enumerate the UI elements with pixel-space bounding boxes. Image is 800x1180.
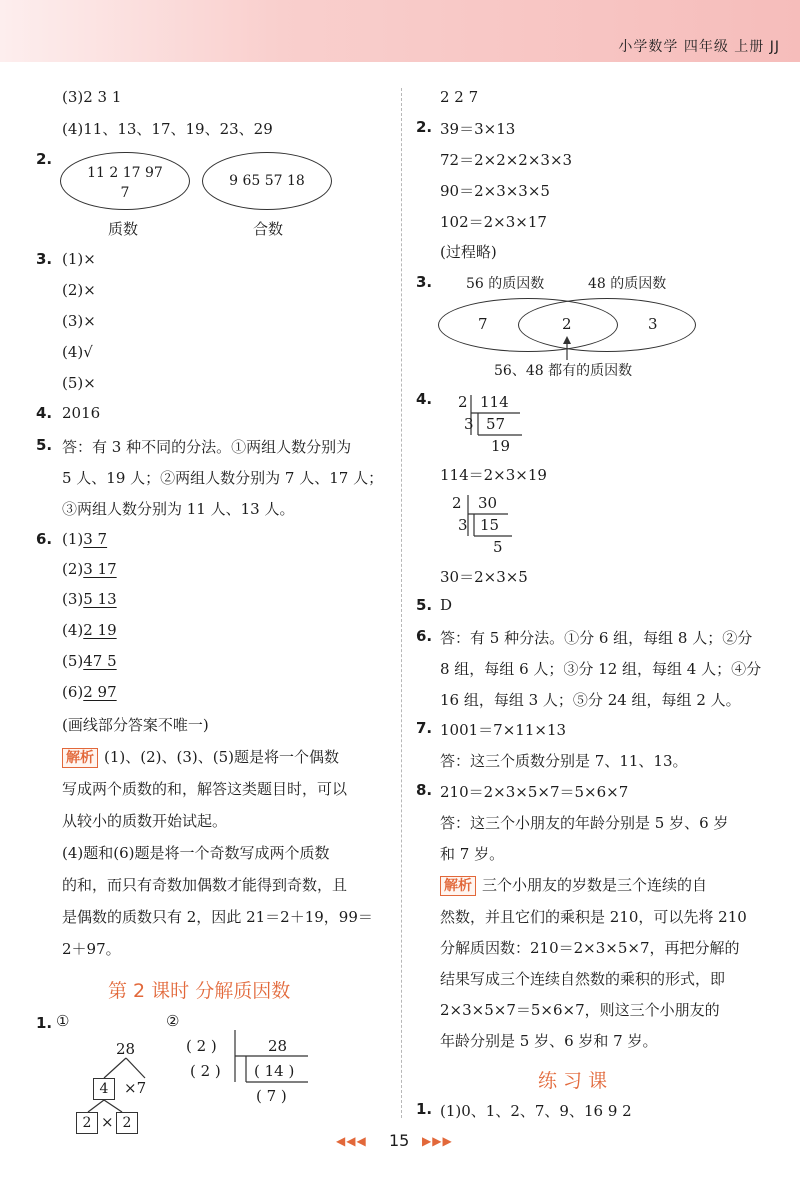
analysis-line: 写成两个质数的和，解答这类题目时，可以 <box>62 780 348 798</box>
section-title: 第 2 课时 分解质因数 <box>108 980 291 1002</box>
answer-line: (3)× <box>62 312 96 330</box>
answer-line: 答：这三个质数分别是 7、11、13。 <box>440 752 688 770</box>
answer-line: 1001＝7×11×13 <box>440 721 567 739</box>
analysis-line: 的和，而只有奇数加偶数才能得到奇数，且 <box>62 876 348 894</box>
dividend: 28 <box>268 1037 288 1055</box>
analysis-line <box>440 874 707 896</box>
question-number: 3. <box>36 250 53 268</box>
analysis-line: (4)题和(6)题是将一个奇数写成两个质数 <box>62 844 330 862</box>
dividend: 15 <box>480 516 500 534</box>
question-number: 5. <box>416 596 433 614</box>
right-arrows-icon: ▶▶▶ <box>422 1134 453 1148</box>
analysis-text: 三个小朋友的岁数是三个连续的自 <box>482 876 708 894</box>
answer-line: 5 人、19 人；②两组人数分别为 7 人、17 人； <box>62 469 384 487</box>
answer-line: 102＝2×3×17 <box>440 213 547 231</box>
analysis-line: 2×3×5×7＝5×6×7，则这三个小朋友的 <box>440 1001 720 1019</box>
tree-root: 28 <box>116 1040 136 1058</box>
answer-line: 39＝3×13 <box>440 120 516 138</box>
page-header <box>0 0 800 62</box>
underlined-answer: 5 13 <box>83 590 117 608</box>
analysis-line: 2＋97。 <box>62 940 121 958</box>
divisor: ( 2 ) <box>190 1062 221 1080</box>
question-number: 4. <box>416 390 433 408</box>
underlined-answer: 47 5 <box>83 652 117 670</box>
dividend: 57 <box>486 415 506 433</box>
analysis-text: (1)、(2)、(3)、(5)题是将一个偶数 <box>104 748 339 766</box>
divisor: 3 <box>464 415 474 433</box>
venn-right-only: 3 <box>648 315 658 333</box>
analysis-line: 是偶数的质数只有 2，因此 21＝2＋19，99＝ <box>62 908 373 926</box>
item-prefix: (6) <box>62 683 84 701</box>
question-number: 4. <box>36 404 53 422</box>
note: (画线部分答案不唯一) <box>62 716 209 734</box>
answer-line <box>62 560 117 578</box>
answer-line: 答：这三个小朋友的年龄分别是 5 岁、6 岁 <box>440 814 729 832</box>
answer-line: (过程略) <box>440 243 497 261</box>
analysis-tag: 解析 <box>62 748 98 768</box>
answer-line: 2 2 7 <box>440 88 479 106</box>
composite-set-label: 合数 <box>253 220 284 238</box>
composite-set-line1: 9 65 57 18 <box>229 173 305 189</box>
answer-line: 72＝2×2×2×3×3 <box>440 151 573 169</box>
question-number: 1. <box>416 1100 433 1118</box>
venn-left-label: 56 的质因数 <box>466 276 545 292</box>
question-number: 6. <box>416 627 433 645</box>
answer-line: 答：有 5 种分法。①分 6 组，每组 8 人；②分 <box>440 629 753 647</box>
prime-set-label: 质数 <box>108 220 139 238</box>
answer-line: (5)× <box>62 374 96 392</box>
venn-left-only: 7 <box>478 315 488 333</box>
prime-set-line1: 11 2 17 97 <box>87 165 163 181</box>
column-divider <box>401 88 402 1118</box>
venn-right-label: 48 的质因数 <box>588 276 667 292</box>
quotient: ( 7 ) <box>256 1087 287 1105</box>
answer-line: 210＝2×3×5×7＝5×6×7 <box>440 783 629 801</box>
part-mark: ① <box>56 1012 70 1030</box>
answer-line: (1)× <box>62 250 96 268</box>
answer-line: 30＝2×3×5 <box>440 568 528 586</box>
question-number: 2. <box>416 118 433 136</box>
question-number: 1. <box>36 1014 53 1032</box>
book-title: 小学数学 四年级 上册 JJ <box>618 39 780 55</box>
analysis-line <box>62 746 339 768</box>
divisor: 3 <box>458 516 468 534</box>
question-number: 2. <box>36 150 53 168</box>
tree-box: 2 <box>76 1112 98 1134</box>
quotient: 19 <box>491 437 511 455</box>
answer-line <box>62 652 117 670</box>
answer-line <box>62 683 117 701</box>
page-number: 15 <box>389 1131 410 1150</box>
item-prefix: (3) <box>62 590 84 608</box>
answer-line: D <box>440 596 453 614</box>
divisor: ( 2 ) <box>186 1037 217 1055</box>
item-prefix: (1) <box>62 530 84 548</box>
answer-line <box>62 530 107 548</box>
question-number: 5. <box>36 436 53 454</box>
answer-line <box>62 621 117 639</box>
answer-line: (1)0、1、2、7、9、16 9 2 <box>440 1102 632 1120</box>
question-number: 7. <box>416 719 433 737</box>
practice-title: 练 习 课 <box>538 1070 608 1092</box>
dividend: ( 14 ) <box>254 1062 295 1080</box>
divisor: 2 <box>458 393 468 411</box>
answer-line: 答：有 3 种不同的分法。①两组人数分别为 <box>62 438 352 456</box>
quotient: 5 <box>493 538 503 556</box>
answer-line <box>62 590 117 608</box>
answer-line: 90＝2×3×3×5 <box>440 182 550 200</box>
analysis-line: 分解质因数：210＝2×3×5×7，再把分解的 <box>440 939 740 957</box>
answer-line: ③两组人数分别为 11 人、13 人。 <box>62 500 295 518</box>
item-prefix: (4) <box>62 621 84 639</box>
answer-line: (4)11、13、17、19、23、29 <box>62 120 273 138</box>
left-arrows-icon: ◀◀◀ <box>336 1134 367 1148</box>
venn-bottom-label: 56、48 都有的质因数 <box>494 363 633 379</box>
item-prefix: (5) <box>62 652 84 670</box>
venn-right-ellipse <box>518 298 696 352</box>
analysis-line: 年龄分别是 5 岁、6 岁和 7 岁。 <box>440 1032 658 1050</box>
tree-box: 2 <box>116 1112 138 1134</box>
question-number: 6. <box>36 530 53 548</box>
prime-set-line2: 7 <box>120 185 130 201</box>
dividend: 30 <box>478 494 498 512</box>
times-sign: × <box>101 1113 114 1131</box>
part-mark: ② <box>166 1012 180 1030</box>
analysis-line: 结果写成三个连续自然数的乘积的形式，即 <box>440 970 726 988</box>
answer-line: 8 组，每组 6 人；③分 12 组，每组 4 人；④分 <box>440 660 762 678</box>
answer-line: 2016 <box>62 404 101 422</box>
answer-line: 16 组，每组 3 人；⑤分 24 组，每组 2 人。 <box>440 691 741 709</box>
underlined-answer: 3 7 <box>83 530 108 548</box>
analysis-line: 从较小的质数开始试起。 <box>62 812 228 830</box>
analysis-tag: 解析 <box>440 876 476 896</box>
answer-line: (4)√ <box>62 343 93 361</box>
underlined-answer: 2 97 <box>83 683 117 701</box>
answer-line: 114＝2×3×19 <box>440 466 547 484</box>
venn-common: 2 <box>562 315 572 333</box>
tree-box: 4 <box>93 1078 115 1100</box>
tree-factor: ×7 <box>124 1079 147 1097</box>
analysis-line: 然数，并且它们的乘积是 210，可以先将 210 <box>440 908 747 926</box>
answer-line: (3)2 3 1 <box>62 88 122 106</box>
underlined-answer: 2 19 <box>83 621 117 639</box>
question-number: 3. <box>416 273 433 291</box>
dividend: 114 <box>480 393 509 411</box>
answer-line: (2)× <box>62 281 96 299</box>
divisor: 2 <box>452 494 462 512</box>
item-prefix: (2) <box>62 560 84 578</box>
question-number: 8. <box>416 781 433 799</box>
answer-line: 和 7 岁。 <box>440 845 505 863</box>
underlined-answer: 3 17 <box>83 560 117 578</box>
